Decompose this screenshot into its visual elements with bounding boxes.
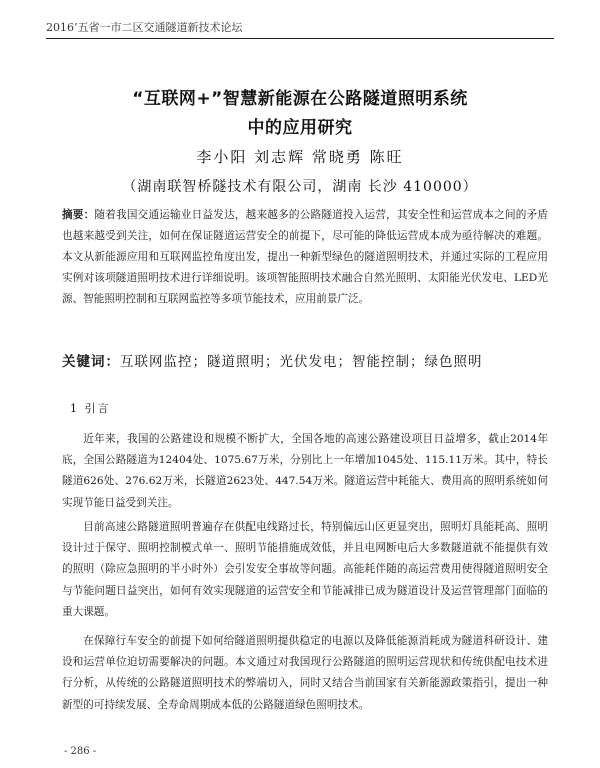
author-affiliation: （湖南联智桥隧技术有限公司，湖南 长沙 410000） (122, 179, 478, 195)
keywords-label: 关键词： (62, 354, 120, 370)
author-list: 李小阳 刘志辉 常晓勇 陈旺 (196, 148, 404, 166)
paper-title-line-2: 中的应用研究 (247, 118, 353, 138)
abstract-label: 摘要： (62, 209, 95, 221)
abstract-text: 随着我国交通运输业日益发达，越来越多的公路隧道投入运营，其安全性和运营成本之间的矛盾也越来越受到关注，如何在保证隧道运营安全的前提下，尽可能的降低运营成本成为亟待解决的难题。本文从新能源应用和互联网监控角度出发，提出一种新型绿色的隧道照明技术，并通过实际的工程应用实例对该项隧道照明技术进行详细说明。该项智能照明技术融合自然光照明、太阳能光伏发电、LED光源、智能照明控制和互联网监控等多项节能技术，应用前景广泛。 (62, 209, 549, 305)
paper-title-line-1: “互联网+”智慧新能源在公路隧道照明系统 (132, 89, 468, 109)
abstract (62, 205, 548, 310)
body-paragraph: 在保障行车安全的前提下如何给隧道照明提供稳定的电源以及降低能源消耗成为隧道科研设计、建设和运营单位迫切需要解决的问题。本文通过对我国现行公路隧道的照明运营现状和传统供配电技术进行分析，从传统的公路隧道照明技术的弊端切入，同时又结合当前国家有关新能源政策指引，提出一种新型的可持续发展、全寿命周期成本低的公路隧道绿色照明技术。 (62, 635, 548, 711)
running-header: 2016’五省一市二区交通隧道新技术论坛 (46, 20, 554, 39)
keywords (62, 351, 548, 373)
body-paragraph: 近年来，我国的公路建设和规模不断扩大，全国各地的高速公路建设项目日益增多，截止2014年底，全国公路隧道为12404处、1075.67万米，分别比上一年增加1045处、115.11万米。其中，特长隧道626处、276.62万米，长隧道2623处、447.54万米。隧道运营中耗能大、费用高的照明系统如何实现节能日益受到关注。 (62, 433, 548, 509)
section-heading-introduction: 1 引言 (70, 402, 111, 415)
body-paragraph: 目前高速公路隧道照明普遍存在供配电线路过长，特别偏远山区更显突出，照明灯具能耗高、照明设计过于保守、照明控制模式单一、照明节能措施成效低，并且电网断电后大多数隧道就不能提供有效的照明（除应急照明的半小时外）会引发安全事故等问题。高能耗伴随的高运营费用使得隧道照明安全与节能问题日益突出，如何有效实现隧道的运营安全和节能减排已成为隧道设计及运营管理部门面临的重大课题。 (62, 521, 548, 618)
keywords-text: 互联网监控；隧道照明；光伏发电；智能控制；绿色照明 (120, 354, 483, 370)
page-number: - 286 - (64, 746, 97, 757)
